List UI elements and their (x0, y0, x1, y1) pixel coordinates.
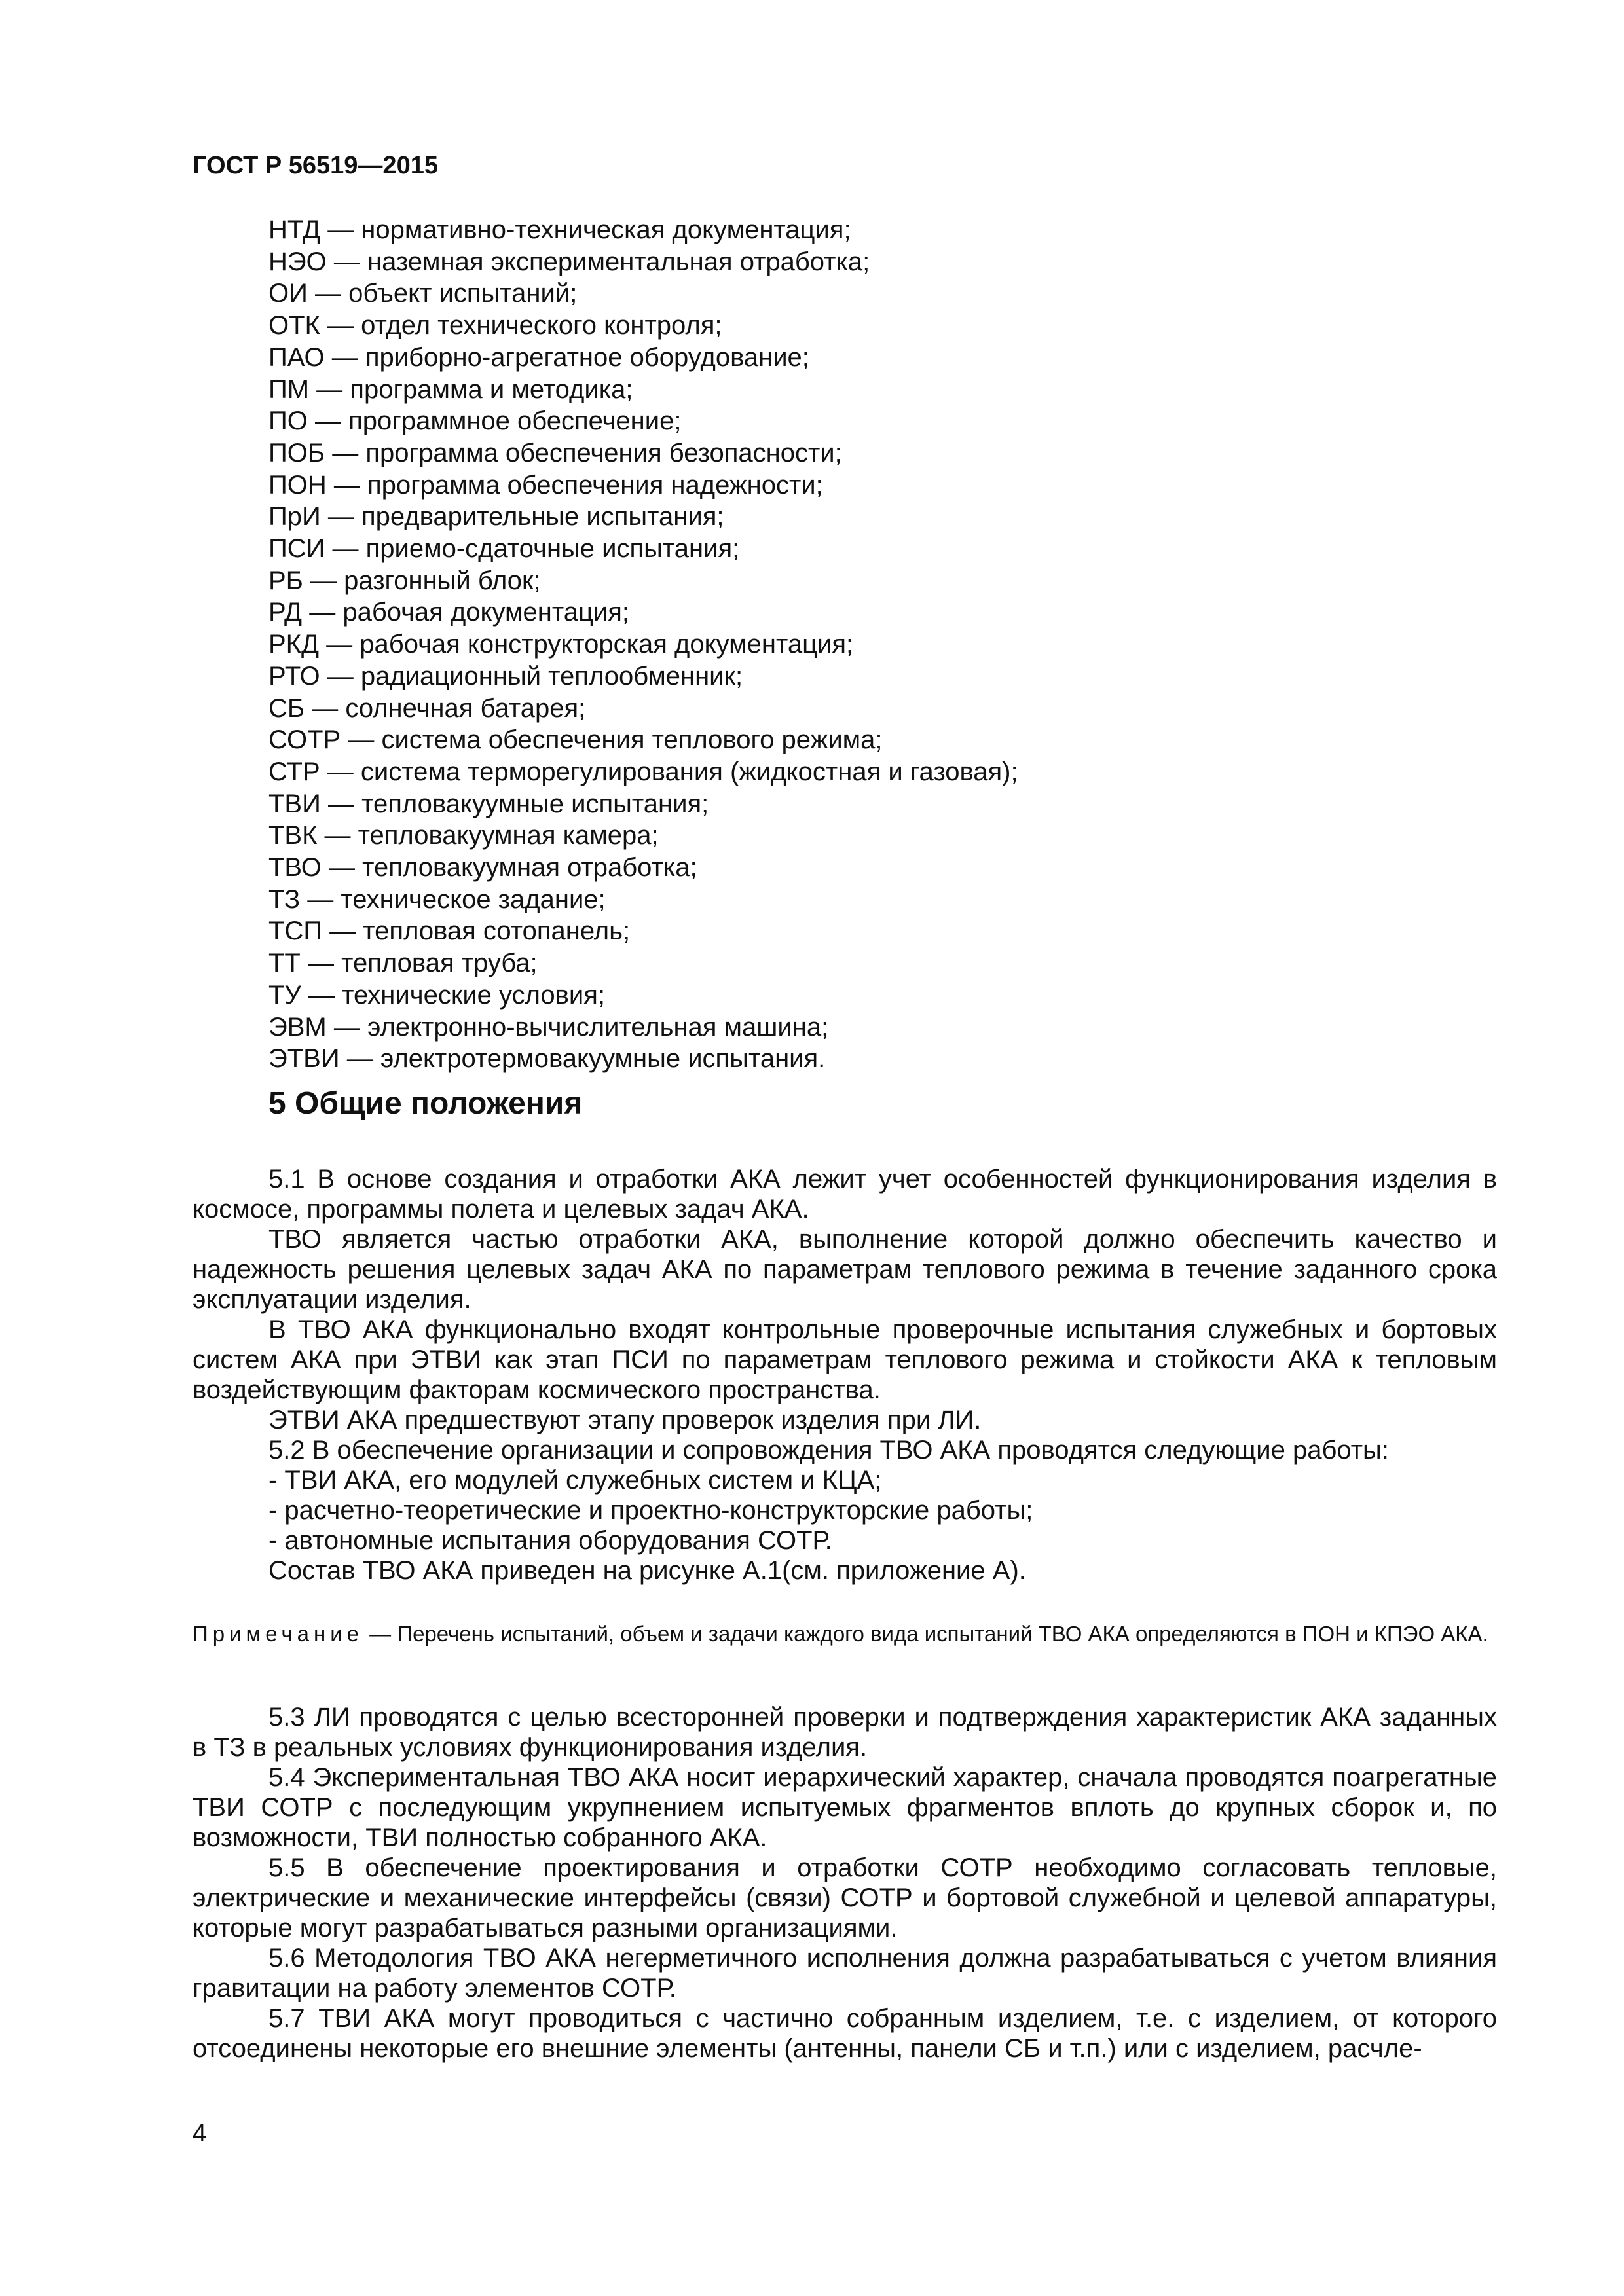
list-item: - ТВИ АКА, его модулей служебных систем и КЦА; (268, 1466, 882, 1495)
abbreviation-item: РБ — разгонный блок; (268, 566, 541, 595)
abbreviation-item: ОИ — объект испытаний; (268, 279, 578, 308)
paragraph-figure-ref: Состав ТВО АКА приведен на рисунке А.1(см. приложение А). (268, 1556, 1026, 1585)
abbreviation-item: ЭТВИ — электротермовакуумные испытания. (268, 1044, 826, 1074)
list-item: - автономные испытания оборудования СОТР. (268, 1526, 832, 1555)
abbreviation-item: РД — рабочая документация; (268, 598, 630, 627)
note (193, 1621, 1497, 1647)
abbreviation-item: РТО — радиационный теплообменник; (268, 661, 743, 691)
abbreviation-item: НЭО — наземная экспериментальная отработка; (268, 247, 870, 276)
abbreviation-item: ПМ — программа и методика; (268, 374, 633, 404)
abbreviation-item: ЭВМ — электронно-вычислительная машина; (268, 1012, 829, 1042)
abbreviation-item: ТВИ — тепловакуумные испытания; (268, 789, 709, 818)
abbreviation-item: ОТК — отдел технического контроля; (268, 311, 722, 340)
abbreviation-item: ПОН — программа обеспечения надежности; (268, 470, 823, 500)
paragraph-tvo: ТВО является частью отработки АКА, выполнение которой должно обеспечить качество и надежность решения целевых задач АКА по параметрам теплового режима в течение заданного срока эксплуатации изделия. (193, 1225, 1497, 1314)
abbreviation-item: ТТ — тепловая труба; (268, 949, 538, 978)
paragraph-5-1: 5.1 В основе создания и отработки АКА лежит учет особенностей функционирования изделия в космосе, программы полета и целевых задач АКА. (193, 1165, 1497, 1224)
paragraph-5-3: 5.3 ЛИ проводятся с целью всесторонней проверки и подтверждения характеристик АКА заданных в ТЗ в реальных условиях функционирования изделия. (193, 1703, 1497, 1762)
abbreviation-item: СТР — система терморегулирования (жидкостная и газовая); (268, 757, 1018, 786)
abbreviation-item: СБ — солнечная батарея; (268, 693, 586, 723)
list-item: - расчетно-теоретические и проектно-конструкторские работы; (268, 1496, 1033, 1525)
paragraph-5-2: 5.2 В обеспечение организации и сопровождения ТВО АКА проводятся следующие работы: (268, 1436, 1389, 1465)
section-title: 5 Общие положения (268, 1086, 583, 1121)
abbreviation-item: ПОБ — программа обеспечения безопасности; (268, 438, 842, 467)
abbreviation-item: ПО — программное обеспечение; (268, 407, 682, 436)
abbreviation-list (268, 214, 1552, 1075)
abbreviation-item: ТЗ — техническое задание; (268, 884, 606, 914)
abbreviation-item: НТД — нормативно-техническая документация; (268, 215, 851, 244)
page-number: 4 (193, 2120, 207, 2147)
abbreviation-item: ТСП — тепловая сотопанель; (268, 917, 631, 946)
abbreviation-item: ПрИ — предварительные испытания; (268, 502, 724, 532)
abbreviation-item: ТВО — тепловакуумная отработка; (268, 853, 697, 883)
abbreviation-item: СОТР — система обеспечения теплового режима; (268, 725, 883, 755)
paragraph-5-6: 5.6 Методология ТВО АКА негерметичного исполнения должна разрабатываться с учетом влияния гравитации на работу элементов СОТР. (193, 1944, 1497, 2003)
note-label: Примечание (193, 1622, 364, 1646)
paragraph-tvo-composition: В ТВО АКА функционально входят контрольные проверочные испытания служебных и бортовых систем АКА при ЭТВИ как этап ПСИ по параметрам теплового режима и стойкости АКА к тепловым воздействующим факторам космического пространства. (193, 1315, 1497, 1404)
abbreviation-item: РКД — рабочая конструкторская документация; (268, 630, 854, 659)
abbreviation-item: ПСИ — приемо-сдаточные испытания; (268, 534, 740, 564)
document-header: ГОСТ Р 56519—2015 (193, 152, 438, 179)
paragraph-5-5: 5.5 В обеспечение проектирования и отработки СОТР необходимо согласовать тепловые, электрические и механические интерфейсы (связи) СОТР и бортовой служебной и целевой аппаратуры, которые могут разрабатываться разными организациями. (193, 1853, 1497, 1942)
note-text: — Перечень испытаний, объем и задачи каждого вида испытаний ТВО АКА определяются в ПОН и КПЭО АКА. (363, 1622, 1488, 1646)
abbreviation-item: ТУ — технические условия; (268, 980, 605, 1010)
paragraph-etvi: ЭТВИ АКА предшествуют этапу проверок изделия при ЛИ. (268, 1406, 982, 1434)
abbreviation-item: ТВК — тепловакуумная камера; (268, 821, 659, 850)
paragraph-5-4: 5.4 Экспериментальная ТВО АКА носит иерархический характер, сначала проводятся поагрегатные ТВИ СОТР с последующим укрупнением испытуемых фрагментов вплоть до крупных сборок и, по возможности, ТВИ полностью собранного АКА. (193, 1763, 1497, 1852)
paragraph-5-7: 5.7 ТВИ АКА могут проводиться с частично собранным изделием, т.е. с изделием, от которого отсоединены некоторые его внешние элементы (антенны, панели СБ и т.п.) или с изделием, расчле- (193, 2004, 1497, 2063)
abbreviation-item: ПАО — приборно-агрегатное оборудование; (268, 342, 809, 372)
